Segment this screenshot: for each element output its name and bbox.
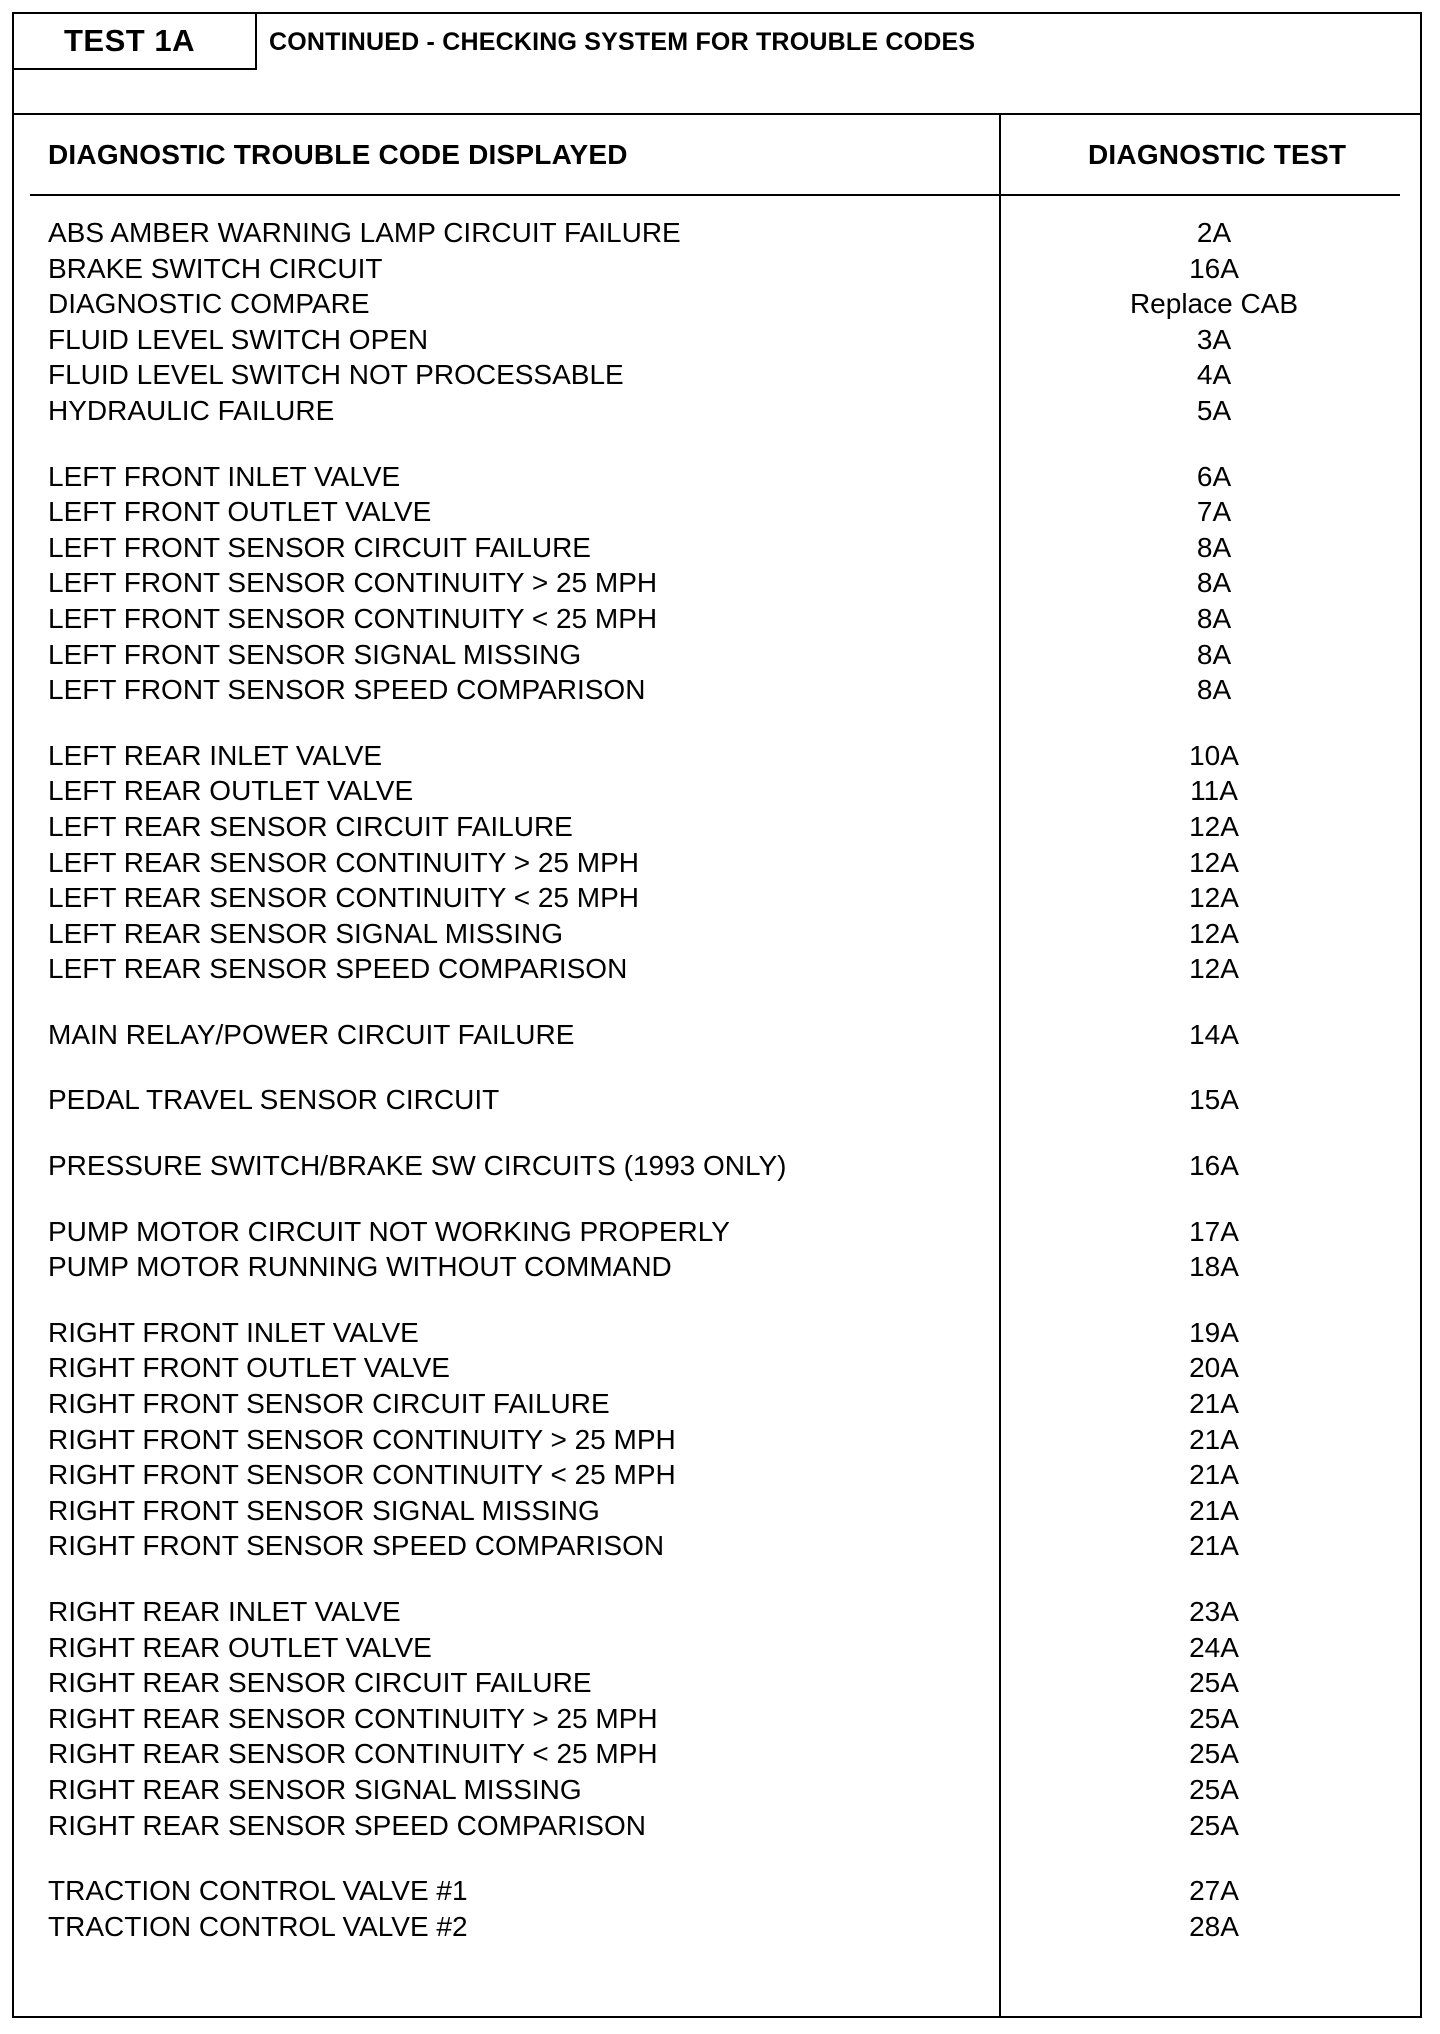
diagnostic-test-value: 15A [1189,1084,1239,1116]
diagnostic-test-value: 8A [1196,531,1232,563]
table-row [14,1630,1420,1666]
trouble-code-description: RIGHT FRONT SENSOR SIGNAL MISSING [48,1494,600,1526]
table-row [14,393,1420,429]
code-group [14,1315,1420,1564]
diagnostic-test-value: 28A [1189,1910,1239,1942]
table-row [14,1528,1420,1564]
table-row [14,1873,1420,1909]
diagnostic-test-value: 5A [1196,394,1232,426]
table-row [14,530,1420,566]
table-row [14,1457,1420,1493]
column-header-code: DIAGNOSTIC TROUBLE CODE DISPLAYED [48,139,628,170]
trouble-code-description: TRACTION CONTROL VALVE #1 [48,1875,468,1907]
diagnostic-test-value: 25A [1189,1773,1239,1805]
trouble-code-description: PUMP MOTOR RUNNING WITHOUT COMMAND [48,1251,672,1283]
trouble-code-description: PRESSURE SWITCH/BRAKE SW CIRCUITS (1993 ONLY) [48,1150,787,1182]
trouble-code-description: LEFT FRONT OUTLET VALVE [48,496,432,528]
table-row [14,916,1420,952]
table-row [14,1772,1420,1808]
test-id-label: TEST 1A [14,14,257,70]
diagnostic-test-value: 3A [1196,323,1232,355]
trouble-code-description: RIGHT FRONT SENSOR CONTINUITY < 25 MPH [48,1459,676,1491]
table-row [14,1249,1420,1285]
table-row [14,1594,1420,1630]
table-row [14,1422,1420,1458]
trouble-code-description: RIGHT FRONT SENSOR SPEED COMPARISON [48,1530,665,1562]
diagnostic-test-value: 19A [1189,1316,1239,1348]
trouble-code-description: LEFT FRONT SENSOR CONTINUITY > 25 MPH [48,567,658,599]
table-row [14,1736,1420,1772]
trouble-code-description: PUMP MOTOR CIRCUIT NOT WORKING PROPERLY [48,1215,730,1247]
trouble-code-description: RIGHT REAR INLET VALVE [48,1596,401,1627]
diagnostic-test-value: 11A [1190,775,1238,807]
trouble-code-description: RIGHT REAR SENSOR SPEED COMPARISON [48,1809,646,1841]
code-group [14,459,1420,708]
column-header-test: DIAGNOSTIC TEST [1088,139,1347,170]
code-group [14,1082,1420,1118]
table-row [14,773,1420,809]
table-row [14,459,1420,495]
diagnostic-test-value: 25A [1189,1667,1239,1699]
table-row [14,251,1420,287]
diagnostic-test-value: 27A [1189,1875,1239,1907]
trouble-code-description: LEFT FRONT SENSOR SIGNAL MISSING [48,638,582,670]
trouble-code-description: ABS AMBER WARNING LAMP CIRCUIT FAILURE [48,217,681,248]
diagnostic-test-value: 12A [1189,917,1239,949]
table-row [14,951,1420,987]
diagnostic-test-value: 8A [1196,638,1232,670]
trouble-code-description: LEFT REAR SENSOR SPEED COMPARISON [48,953,628,985]
diagnostic-test-value: 21A [1189,1459,1239,1491]
table-row [14,1493,1420,1529]
diagnostic-test-value: 6A [1196,460,1232,492]
table-row [14,809,1420,845]
diagnostic-test-value: 24A [1189,1631,1239,1663]
column-header-underline [30,194,1400,196]
code-group [14,1594,1420,1843]
diagnostic-test-value: 25A [1189,1738,1239,1770]
trouble-code-description: RIGHT REAR SENSOR SIGNAL MISSING [48,1773,582,1805]
trouble-code-description: RIGHT FRONT SENSOR CIRCUIT FAILURE [48,1388,610,1420]
table-row [14,738,1420,774]
diagnostic-test-value: 8A [1196,567,1232,599]
table-row [14,845,1420,881]
diagnostic-test-value: 20A [1189,1352,1239,1384]
table-row [14,1909,1420,1945]
table-row [14,494,1420,530]
table-row [14,1148,1420,1184]
diagnostic-test-value: 8A [1196,674,1232,706]
diagnostic-test-value: 16A [1189,1150,1239,1182]
trouble-code-description: LEFT REAR SENSOR CONTINUITY > 25 MPH [48,846,639,878]
diagnostic-test-value: 23A [1189,1596,1239,1627]
trouble-code-description: LEFT REAR INLET VALVE [48,739,383,771]
trouble-code-description: DIAGNOSTIC COMPARE [48,288,370,320]
diagnostic-test-value: 25A [1189,1702,1239,1734]
document-frame [12,12,1422,2018]
diagnostic-test-value: 25A [1189,1809,1239,1841]
table-row [14,1315,1420,1351]
table-row [14,1350,1420,1386]
diagnostic-test-value: 8A [1196,602,1232,634]
trouble-code-description: RIGHT FRONT INLET VALVE [48,1316,419,1348]
trouble-code-description: LEFT FRONT SENSOR CONTINUITY < 25 MPH [48,602,658,634]
trouble-code-table [14,215,1420,1974]
trouble-code-description: HYDRAULIC FAILURE [48,394,335,426]
diagnostic-test-value: 16A [1189,252,1239,284]
diagnostic-test-value: 17A [1189,1215,1239,1247]
trouble-code-description: MAIN RELAY/POWER CIRCUIT FAILURE [48,1018,575,1050]
table-row [14,1701,1420,1737]
trouble-code-description: RIGHT REAR SENSOR CONTINUITY > 25 MPH [48,1702,658,1734]
trouble-code-description: LEFT FRONT INLET VALVE [48,460,401,492]
diagnostic-test-value: 18A [1189,1251,1239,1283]
table-row [14,1808,1420,1844]
trouble-code-description: RIGHT REAR SENSOR CIRCUIT FAILURE [48,1667,592,1699]
trouble-code-description: BRAKE SWITCH CIRCUIT [48,252,383,284]
table-row [14,1017,1420,1053]
table-row [14,286,1420,322]
trouble-code-description: LEFT REAR SENSOR SIGNAL MISSING [48,917,564,949]
diagnostic-test-value: 12A [1189,953,1239,985]
trouble-code-description: LEFT FRONT SENSOR CIRCUIT FAILURE [48,531,591,563]
table-row [14,601,1420,637]
trouble-code-description: FLUID LEVEL SWITCH NOT PROCESSABLE [48,359,624,391]
diagnostic-test-value: 21A [1189,1423,1239,1455]
trouble-code-description: LEFT REAR OUTLET VALVE [48,775,414,807]
code-group [14,1017,1420,1053]
diagnostic-test-value: 7A [1196,496,1232,528]
diagnostic-test-value: 4A [1196,359,1232,391]
trouble-code-description: LEFT FRONT SENSOR SPEED COMPARISON [48,674,646,706]
code-group [14,738,1420,987]
table-row [14,672,1420,708]
diagnostic-test-value: Replace CAB [1129,288,1299,320]
header-divider [14,113,1420,115]
diagnostic-test-value: 2A [1196,217,1232,248]
diagnostic-test-value: 12A [1189,882,1239,914]
diagnostic-test-value: 12A [1189,846,1239,878]
table-row [14,1082,1420,1118]
trouble-code-description: TRACTION CONTROL VALVE #2 [48,1910,468,1942]
trouble-code-description: RIGHT FRONT SENSOR CONTINUITY > 25 MPH [48,1423,676,1455]
table-row [14,322,1420,358]
diagnostic-test-value: 21A [1189,1388,1239,1420]
diagnostic-test-value: 10A [1189,739,1239,771]
table-row [14,880,1420,916]
code-group [14,1148,1420,1184]
trouble-code-description: RIGHT REAR SENSOR CONTINUITY < 25 MPH [48,1738,658,1770]
table-row [14,1214,1420,1250]
diagnostic-test-value: 21A [1189,1494,1239,1526]
code-group [14,215,1420,429]
trouble-code-description: FLUID LEVEL SWITCH OPEN [48,323,429,355]
table-row [14,565,1420,601]
diagnostic-test-value: 12A [1189,810,1239,842]
diagnostic-test-value: 21A [1189,1530,1239,1562]
trouble-code-description: LEFT REAR SENSOR CONTINUITY < 25 MPH [48,882,639,914]
table-row [14,1665,1420,1701]
table-row [14,1386,1420,1422]
table-row [14,357,1420,393]
table-row [14,637,1420,673]
code-group [14,1214,1420,1285]
code-group [14,1873,1420,1944]
page-title: CONTINUED - CHECKING SYSTEM FOR TROUBLE CODES [269,28,976,56]
table-row [14,215,1420,251]
diagnostic-test-value: 14A [1189,1018,1239,1050]
trouble-code-description: RIGHT REAR OUTLET VALVE [48,1631,432,1663]
trouble-code-description: LEFT REAR SENSOR CIRCUIT FAILURE [48,810,573,842]
trouble-code-description: PEDAL TRAVEL SENSOR CIRCUIT [48,1084,500,1116]
trouble-code-description: RIGHT FRONT OUTLET VALVE [48,1352,450,1384]
